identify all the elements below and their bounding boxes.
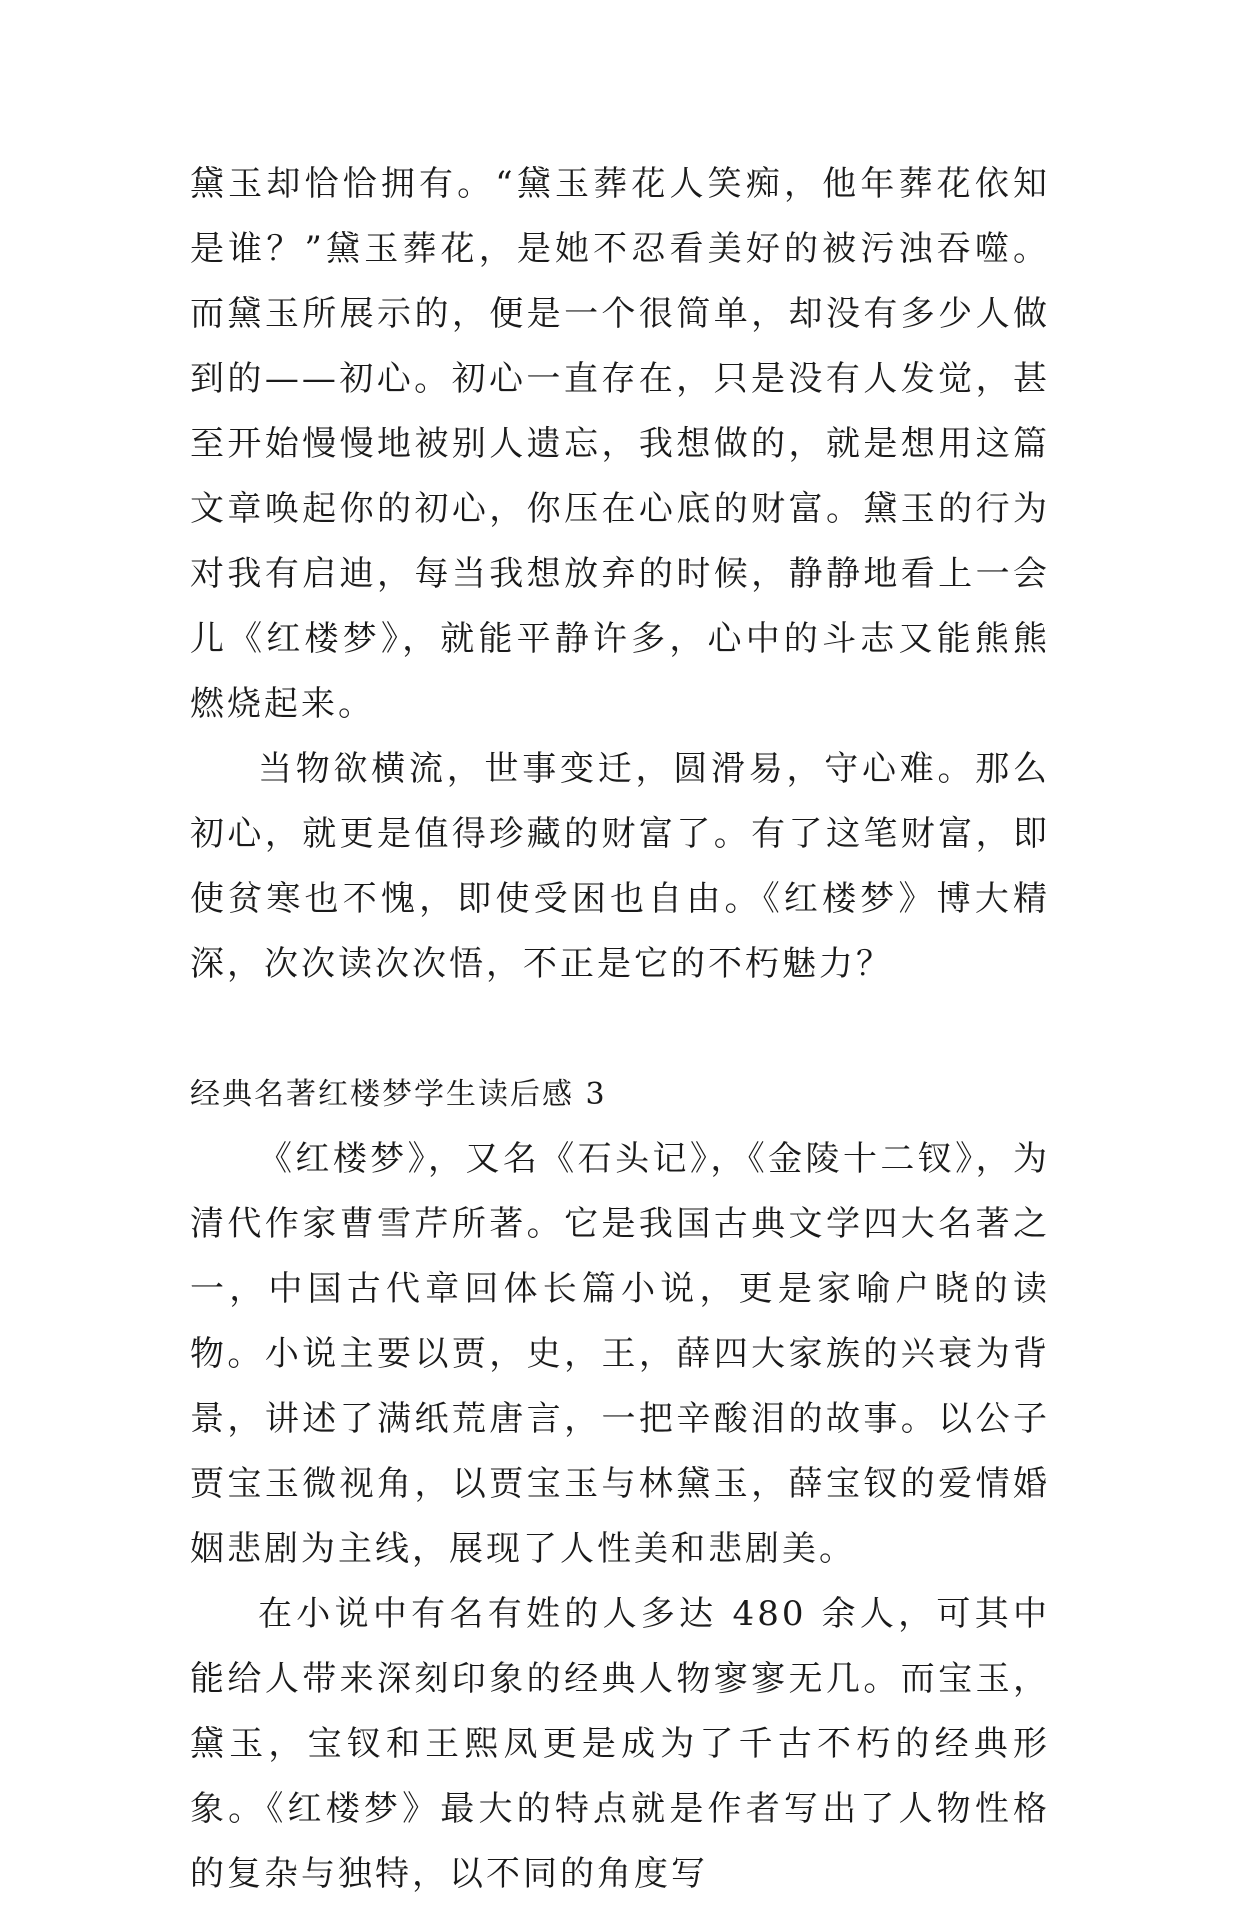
paragraph: 当物欲横流，世事变迁，圆滑易，守心难。那么初心，就更是值得珍藏的财富了。有了这笔财富，即使贫寒也不愧，即使受困也自由。《红楼梦》博大精深，次次读次次悟，不正是它的不朽魅力？ [190, 749, 1050, 984]
section-title: 经典名著红楼梦学生读后感 3 [190, 1077, 607, 1112]
paragraph: 在小说中有名有姓的人多达 480 余人，可其中能给人带来深刻印象的经典人物寥寥无几。而宝玉，黛玉，宝钗和王熙凤更是成为了千古不朽的经典形象。《红楼梦》最大的特点就是作者写出了人物性格的复杂与独特，以不同的角度写 [190, 1594, 1050, 1894]
paragraph: 《红楼梦》，又名《石头记》，《金陵十二钗》，为清代作家曹雪芹所著。它是我国古典文学四大名著之一，中国古代章回体长篇小说，更是家喻户晓的读物。小说主要以贾，史，王，薛四大家族的兴衰为背景，讲述了满纸荒唐言，一把辛酸泪的故事。以公子贾宝玉微视角，以贾宝玉与林黛玉，薛宝钗的爱情婚姻悲剧为主线，展现了人性美和悲剧美。 [190, 1139, 1050, 1569]
paragraph-continuation: 黛玉却恰恰拥有。“黛玉葬花人笑痴，他年葬花依知是谁？”黛玉葬花，是她不忍看美好的被污浊吞噬。而黛玉所展示的，便是一个很简单，却没有多少人做到的——初心。初心一直存在，只是没有人发觉，甚至开始慢慢地被别人遗忘，我想做的，就是想用这篇文章唤起你的初心，你压在心底的财富。黛玉的行为对我有启迪，每当我想放弃的时候，静静地看上一会儿《红楼梦》，就能平静许多，心中的斗志又能熊熊燃烧起来。 [190, 164, 1050, 724]
document-body [190, 152, 1050, 1907]
